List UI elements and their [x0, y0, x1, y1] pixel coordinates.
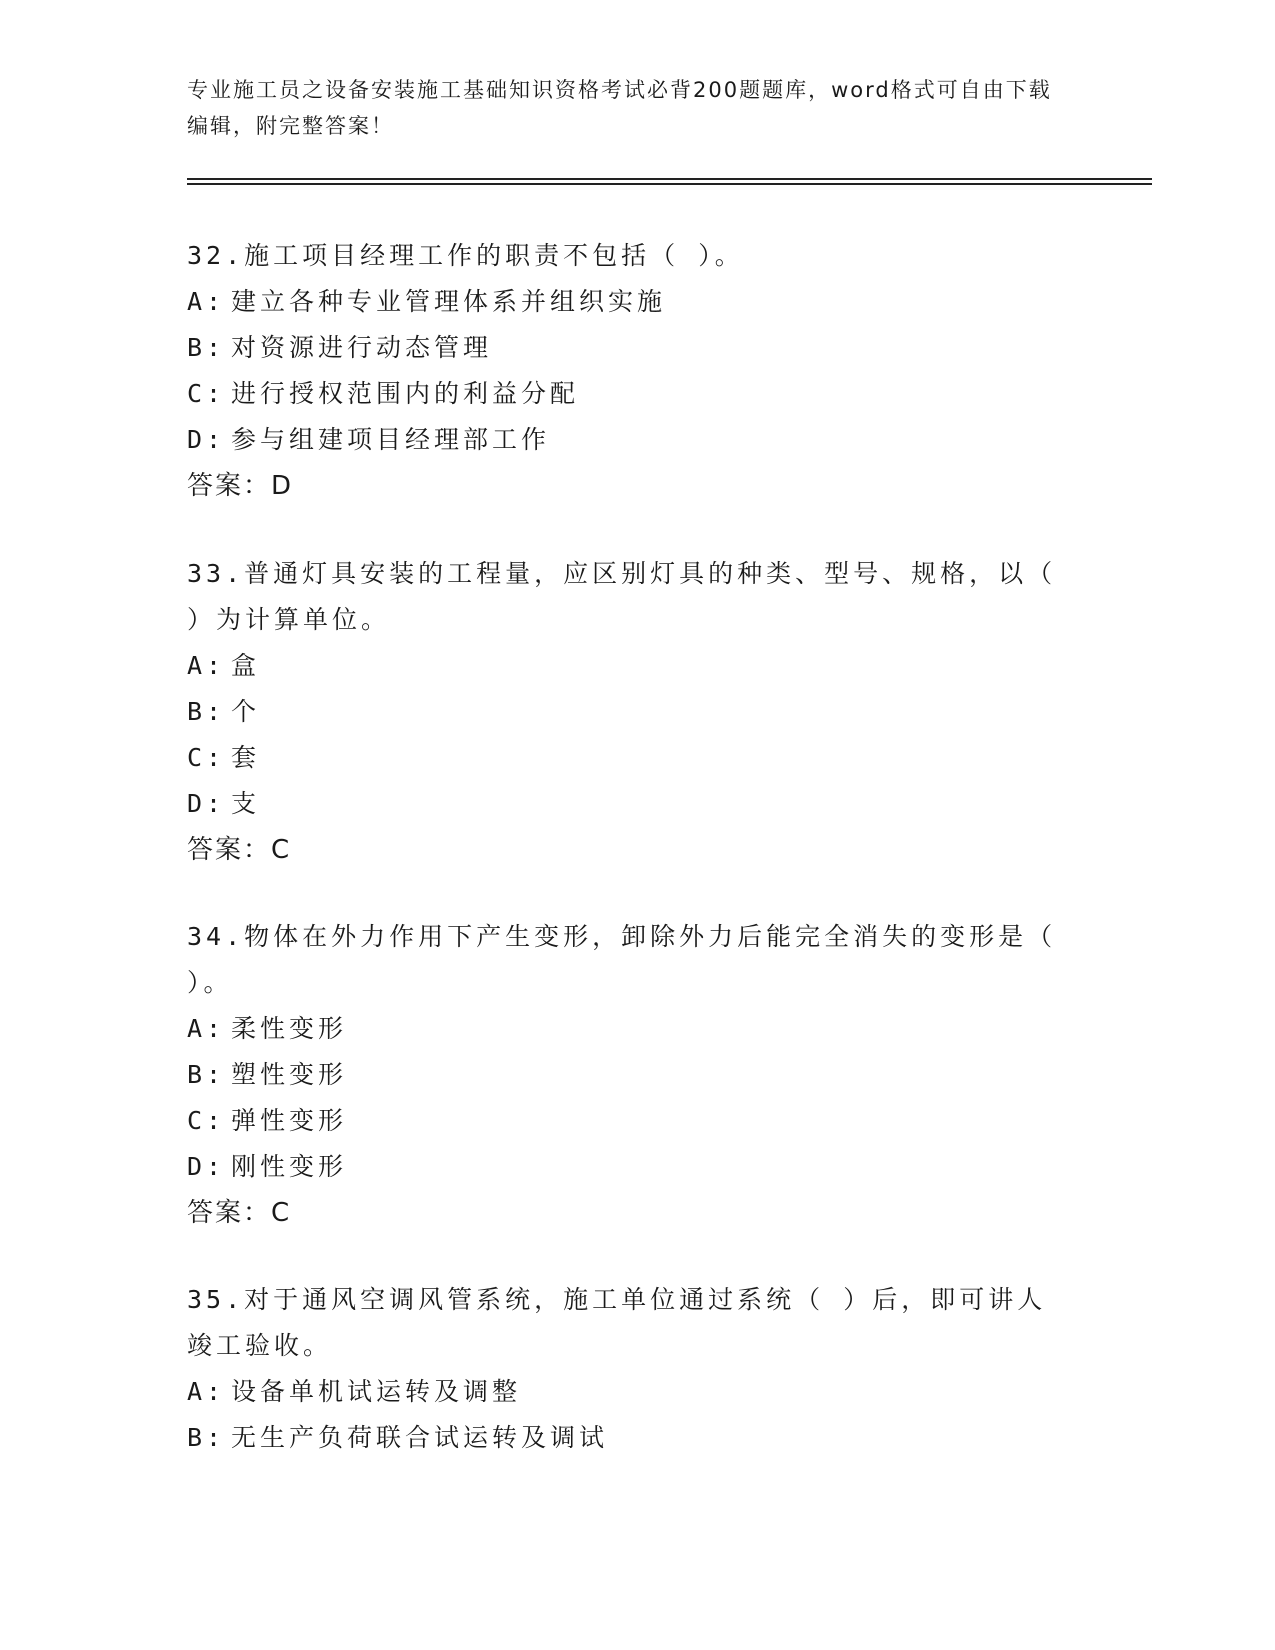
- option-key: B:: [187, 1060, 226, 1089]
- option-key: B:: [187, 333, 226, 362]
- option-key: C:: [187, 743, 226, 772]
- answer-line: 答案：C: [187, 1198, 292, 1228]
- option-d: [187, 1144, 1067, 1190]
- option-a: [187, 643, 1067, 689]
- option-a: [187, 1369, 1067, 1415]
- option-a: [187, 279, 1067, 325]
- answer-line: 答案：D: [187, 471, 294, 501]
- question-34: [187, 914, 1067, 1236]
- question-stem: 33.普通灯具安装的工程量，应区别灯具的种类、型号、规格，以（ ）为计算单位。: [187, 559, 1057, 634]
- option-key: B:: [187, 697, 226, 726]
- option-key: C:: [187, 379, 226, 408]
- option-text: 建立各种专业管理体系并组织实施: [231, 287, 667, 316]
- option-text: 支: [231, 789, 261, 818]
- option-key: B:: [187, 1423, 226, 1452]
- question-stem: 35.对于通风空调风管系统，施工单位通过系统（ ）后，即可讲人竣工验收。: [187, 1285, 1047, 1360]
- option-b: [187, 325, 1067, 371]
- option-d: [187, 417, 1067, 463]
- option-b: [187, 1052, 1067, 1098]
- option-key: D:: [187, 789, 226, 818]
- question-32: [187, 233, 1067, 509]
- question-33: [187, 551, 1067, 873]
- option-text: 参与组建项目经理部工作: [231, 425, 551, 454]
- header-divider-top: [187, 178, 1152, 180]
- option-text: 设备单机试运转及调整: [231, 1377, 522, 1406]
- question-stem: 34.物体在外力作用下产生变形，卸除外力后能完全消失的变形是（ ）。: [187, 922, 1057, 997]
- option-text: 盒: [231, 651, 261, 680]
- option-b: [187, 1415, 1067, 1461]
- option-key: C:: [187, 1106, 226, 1135]
- option-d: [187, 781, 1067, 827]
- option-c: [187, 735, 1067, 781]
- question-stem: 32.施工项目经理工作的职责不包括（ ）。: [187, 241, 744, 270]
- option-text: 弹性变形: [231, 1106, 348, 1135]
- option-text: 柔性变形: [231, 1014, 348, 1043]
- answer-line: 答案：C: [187, 835, 292, 865]
- option-text: 个: [231, 697, 261, 726]
- question-35: [187, 1277, 1067, 1461]
- option-text: 对资源进行动态管理: [231, 333, 493, 362]
- option-c: [187, 1098, 1067, 1144]
- document-header: 专业施工员之设备安装施工基础知识资格考试必背200题题库，word格式可自由下载编辑，附完整答案！: [187, 78, 1052, 138]
- option-key: A:: [187, 1377, 226, 1406]
- option-text: 刚性变形: [231, 1152, 348, 1181]
- option-b: [187, 689, 1067, 735]
- option-text: 套: [231, 743, 261, 772]
- option-text: 无生产负荷联合试运转及调试: [231, 1423, 609, 1452]
- option-key: A:: [187, 651, 226, 680]
- header-divider-bottom: [187, 183, 1152, 185]
- option-key: D:: [187, 425, 226, 454]
- option-c: [187, 371, 1067, 417]
- option-a: [187, 1006, 1067, 1052]
- option-text: 塑性变形: [231, 1060, 348, 1089]
- option-text: 进行授权范围内的利益分配: [231, 379, 580, 408]
- option-key: A:: [187, 1014, 226, 1043]
- option-key: A:: [187, 287, 226, 316]
- option-key: D:: [187, 1152, 226, 1181]
